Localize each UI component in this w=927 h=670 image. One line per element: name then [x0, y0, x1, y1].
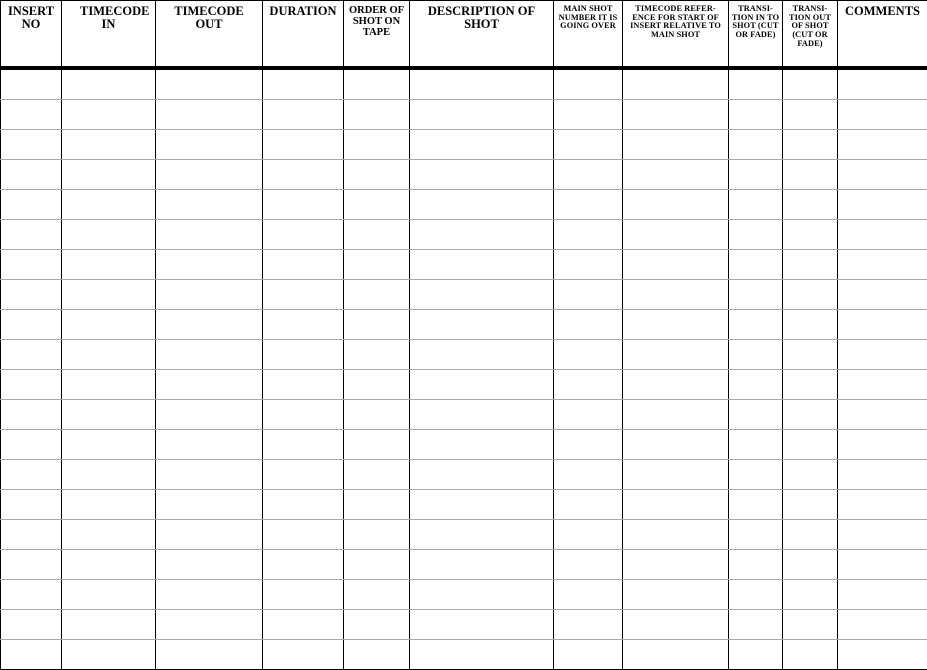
- cell-timecode-reference[interactable]: [623, 580, 729, 610]
- cell-comments[interactable]: [838, 640, 927, 670]
- cell-insert-no[interactable]: [1, 280, 62, 310]
- cell-main-shot-number[interactable]: [554, 160, 623, 190]
- cell-timecode-reference[interactable]: [623, 310, 729, 340]
- header-timecode-in-label: TIMECODE IN: [62, 5, 155, 31]
- cell-timecode-out[interactable]: [156, 430, 263, 460]
- cell-order-of-shot[interactable]: [344, 250, 410, 280]
- cell-description[interactable]: [410, 520, 554, 550]
- cell-transition-in[interactable]: [729, 370, 783, 400]
- table-row: [1, 250, 927, 280]
- cell-comments[interactable]: [838, 280, 927, 310]
- cell-main-shot-number[interactable]: [554, 310, 623, 340]
- cell-timecode-in[interactable]: [62, 520, 156, 550]
- cell-description[interactable]: [410, 400, 554, 430]
- cell-transition-out[interactable]: [783, 100, 838, 130]
- cell-duration[interactable]: [263, 640, 344, 670]
- cell-timecode-reference[interactable]: [623, 100, 729, 130]
- cell-timecode-reference[interactable]: [623, 220, 729, 250]
- cell-order-of-shot[interactable]: [344, 68, 410, 100]
- cell-timecode-in[interactable]: [62, 68, 156, 100]
- cell-timecode-reference[interactable]: [623, 640, 729, 670]
- cell-timecode-reference[interactable]: [623, 430, 729, 460]
- cell-transition-out[interactable]: [783, 610, 838, 640]
- cell-transition-in[interactable]: [729, 490, 783, 520]
- cell-comments[interactable]: [838, 520, 927, 550]
- cell-insert-no[interactable]: [1, 160, 62, 190]
- table-row: [1, 280, 927, 310]
- table-row: [1, 640, 927, 670]
- header-timecode-reference: [623, 1, 729, 69]
- cell-transition-in[interactable]: [729, 160, 783, 190]
- table-row: [1, 610, 927, 640]
- cell-transition-out[interactable]: [783, 460, 838, 490]
- cell-description[interactable]: [410, 310, 554, 340]
- table-row: [1, 340, 927, 370]
- cell-comments[interactable]: [838, 610, 927, 640]
- table-row: [1, 68, 927, 100]
- cell-timecode-out[interactable]: [156, 370, 263, 400]
- table-row: [1, 550, 927, 580]
- cell-timecode-in[interactable]: [62, 280, 156, 310]
- cell-transition-out[interactable]: [783, 280, 838, 310]
- cell-comments[interactable]: [838, 550, 927, 580]
- header-main-shot-number: [554, 1, 623, 69]
- cell-order-of-shot[interactable]: [344, 580, 410, 610]
- cell-timecode-out[interactable]: [156, 520, 263, 550]
- cell-timecode-in[interactable]: [62, 160, 156, 190]
- table-row: [1, 190, 927, 220]
- cell-duration[interactable]: [263, 100, 344, 130]
- cell-description[interactable]: [410, 460, 554, 490]
- cell-timecode-reference[interactable]: [623, 550, 729, 580]
- cell-timecode-reference[interactable]: [623, 280, 729, 310]
- cell-transition-out[interactable]: [783, 190, 838, 220]
- cell-timecode-in[interactable]: [62, 130, 156, 160]
- cell-comments[interactable]: [838, 310, 927, 340]
- cell-order-of-shot[interactable]: [344, 490, 410, 520]
- log-rows: [1, 68, 927, 670]
- cell-insert-no[interactable]: [1, 310, 62, 340]
- cell-transition-out[interactable]: [783, 490, 838, 520]
- cell-transition-in[interactable]: [729, 400, 783, 430]
- header-timecode-out: [156, 1, 263, 69]
- cell-duration[interactable]: [263, 580, 344, 610]
- cell-main-shot-number[interactable]: [554, 190, 623, 220]
- cell-order-of-shot[interactable]: [344, 430, 410, 460]
- header-order-of-shot-label: ORDER OF SHOT ON TAPE: [344, 5, 409, 38]
- cell-timecode-out[interactable]: [156, 68, 263, 100]
- cell-insert-no[interactable]: [1, 460, 62, 490]
- cell-main-shot-number[interactable]: [554, 400, 623, 430]
- cell-description[interactable]: [410, 130, 554, 160]
- cell-transition-in[interactable]: [729, 640, 783, 670]
- cell-insert-no[interactable]: [1, 370, 62, 400]
- header-duration-label: DURATION: [263, 5, 343, 18]
- cell-order-of-shot[interactable]: [344, 280, 410, 310]
- cell-main-shot-number[interactable]: [554, 130, 623, 160]
- cell-duration[interactable]: [263, 460, 344, 490]
- cell-transition-in[interactable]: [729, 190, 783, 220]
- cell-description[interactable]: [410, 340, 554, 370]
- cell-transition-in[interactable]: [729, 280, 783, 310]
- cell-timecode-out[interactable]: [156, 280, 263, 310]
- cell-insert-no[interactable]: [1, 190, 62, 220]
- header-description: [410, 1, 554, 69]
- cell-transition-out[interactable]: [783, 400, 838, 430]
- table-row: [1, 520, 927, 550]
- cell-order-of-shot[interactable]: [344, 160, 410, 190]
- cell-timecode-in[interactable]: [62, 100, 156, 130]
- cell-description[interactable]: [410, 160, 554, 190]
- cell-transition-out[interactable]: [783, 520, 838, 550]
- cell-insert-no[interactable]: [1, 610, 62, 640]
- cell-comments[interactable]: [838, 250, 927, 280]
- cell-timecode-out[interactable]: [156, 400, 263, 430]
- cell-timecode-reference[interactable]: [623, 520, 729, 550]
- header-timecode-out-label: TIMECODE OUT: [156, 5, 262, 31]
- cell-comments[interactable]: [838, 130, 927, 160]
- cell-transition-in[interactable]: [729, 220, 783, 250]
- cell-main-shot-number[interactable]: [554, 640, 623, 670]
- cell-comments[interactable]: [838, 400, 927, 430]
- cell-timecode-out[interactable]: [156, 340, 263, 370]
- header-duration: [263, 1, 344, 69]
- cell-comments[interactable]: [838, 220, 927, 250]
- cell-duration[interactable]: [263, 400, 344, 430]
- cell-insert-no[interactable]: [1, 400, 62, 430]
- cell-transition-in[interactable]: [729, 430, 783, 460]
- cell-transition-out[interactable]: [783, 580, 838, 610]
- cell-timecode-reference[interactable]: [623, 250, 729, 280]
- cell-main-shot-number[interactable]: [554, 460, 623, 490]
- cell-duration[interactable]: [263, 340, 344, 370]
- cell-duration[interactable]: [263, 430, 344, 460]
- cell-insert-no[interactable]: [1, 550, 62, 580]
- cell-insert-no[interactable]: [1, 340, 62, 370]
- cell-comments[interactable]: [838, 490, 927, 520]
- cell-order-of-shot[interactable]: [344, 190, 410, 220]
- cell-duration[interactable]: [263, 220, 344, 250]
- cell-timecode-in[interactable]: [62, 490, 156, 520]
- header-transition-in: [729, 1, 783, 69]
- cell-timecode-out[interactable]: [156, 220, 263, 250]
- cell-insert-no[interactable]: [1, 130, 62, 160]
- cell-description[interactable]: [410, 580, 554, 610]
- table-row: [1, 130, 927, 160]
- cell-timecode-reference[interactable]: [623, 490, 729, 520]
- cell-timecode-in[interactable]: [62, 370, 156, 400]
- cell-transition-out[interactable]: [783, 370, 838, 400]
- cell-duration[interactable]: [263, 250, 344, 280]
- cell-timecode-out[interactable]: [156, 130, 263, 160]
- cell-description[interactable]: [410, 640, 554, 670]
- cell-timecode-out[interactable]: [156, 490, 263, 520]
- header-comments-label: COMMENTS: [838, 5, 927, 18]
- cell-order-of-shot[interactable]: [344, 400, 410, 430]
- cell-duration[interactable]: [263, 610, 344, 640]
- cell-duration[interactable]: [263, 490, 344, 520]
- cell-timecode-reference[interactable]: [623, 340, 729, 370]
- cell-comments[interactable]: [838, 160, 927, 190]
- cell-timecode-reference[interactable]: [623, 460, 729, 490]
- cell-comments[interactable]: [838, 190, 927, 220]
- header-transition-in-label: TRANSI-TION IN TO SHOT (CUT OR FADE): [729, 5, 782, 40]
- cell-timecode-out[interactable]: [156, 310, 263, 340]
- cell-insert-no[interactable]: [1, 220, 62, 250]
- cell-insert-no[interactable]: [1, 250, 62, 280]
- cell-main-shot-number[interactable]: [554, 520, 623, 550]
- cell-timecode-in[interactable]: [62, 550, 156, 580]
- cell-order-of-shot[interactable]: [344, 130, 410, 160]
- table-row: [1, 400, 927, 430]
- cell-main-shot-number[interactable]: [554, 250, 623, 280]
- cell-order-of-shot[interactable]: [344, 220, 410, 250]
- cell-timecode-reference[interactable]: [623, 370, 729, 400]
- cell-insert-no[interactable]: [1, 430, 62, 460]
- cell-main-shot-number[interactable]: [554, 220, 623, 250]
- cell-insert-no[interactable]: [1, 490, 62, 520]
- header-row: [1, 1, 927, 69]
- header-insert-no-label: INSERT NO: [1, 5, 61, 31]
- header-timecode-reference-label: TIMECODE REFER-ENCE FOR START OF INSERT RELATIVE TO MAIN SHOT: [623, 5, 728, 40]
- header-timecode-in: [62, 1, 156, 69]
- cell-duration[interactable]: [263, 68, 344, 100]
- table-row: [1, 580, 927, 610]
- cell-timecode-in[interactable]: [62, 460, 156, 490]
- header-order-of-shot: [344, 1, 410, 69]
- cell-duration[interactable]: [263, 370, 344, 400]
- cell-timecode-out[interactable]: [156, 550, 263, 580]
- cell-transition-out[interactable]: [783, 160, 838, 190]
- cell-transition-out[interactable]: [783, 430, 838, 460]
- cell-comments[interactable]: [838, 340, 927, 370]
- cell-duration[interactable]: [263, 130, 344, 160]
- cell-order-of-shot[interactable]: [344, 520, 410, 550]
- cell-transition-out[interactable]: [783, 310, 838, 340]
- cell-comments[interactable]: [838, 460, 927, 490]
- cell-main-shot-number[interactable]: [554, 370, 623, 400]
- table-row: [1, 220, 927, 250]
- cell-transition-in[interactable]: [729, 520, 783, 550]
- cell-comments[interactable]: [838, 100, 927, 130]
- cell-timecode-out[interactable]: [156, 460, 263, 490]
- table-row: [1, 460, 927, 490]
- cell-timecode-reference[interactable]: [623, 68, 729, 100]
- cell-main-shot-number[interactable]: [554, 100, 623, 130]
- cell-main-shot-number[interactable]: [554, 490, 623, 520]
- table-row: [1, 160, 927, 190]
- header-main-shot-number-label: MAIN SHOT NUMBER IT IS GOING OVER: [554, 5, 622, 31]
- cell-timecode-in[interactable]: [62, 190, 156, 220]
- cell-order-of-shot[interactable]: [344, 610, 410, 640]
- cell-transition-in[interactable]: [729, 100, 783, 130]
- cell-description[interactable]: [410, 610, 554, 640]
- cell-timecode-out[interactable]: [156, 100, 263, 130]
- cell-main-shot-number[interactable]: [554, 68, 623, 100]
- cell-comments[interactable]: [838, 68, 927, 100]
- cell-timecode-reference[interactable]: [623, 400, 729, 430]
- cell-transition-out[interactable]: [783, 340, 838, 370]
- cell-timecode-reference[interactable]: [623, 160, 729, 190]
- cell-timecode-in[interactable]: [62, 610, 156, 640]
- cell-order-of-shot[interactable]: [344, 460, 410, 490]
- cell-transition-in[interactable]: [729, 580, 783, 610]
- cell-description[interactable]: [410, 280, 554, 310]
- cell-order-of-shot[interactable]: [344, 340, 410, 370]
- cell-order-of-shot[interactable]: [344, 310, 410, 340]
- header-transition-out-label: TRANSI-TION OUT OF SHOT (CUT OR FADE): [783, 5, 837, 49]
- cell-transition-in[interactable]: [729, 130, 783, 160]
- cell-timecode-in[interactable]: [62, 580, 156, 610]
- cell-timecode-out[interactable]: [156, 190, 263, 220]
- cell-duration[interactable]: [263, 310, 344, 340]
- cell-transition-in[interactable]: [729, 310, 783, 340]
- cell-description[interactable]: [410, 250, 554, 280]
- cell-duration[interactable]: [263, 520, 344, 550]
- cell-main-shot-number[interactable]: [554, 610, 623, 640]
- table-row: [1, 490, 927, 520]
- cell-timecode-in[interactable]: [62, 340, 156, 370]
- cell-insert-no[interactable]: [1, 68, 62, 100]
- cell-order-of-shot[interactable]: [344, 370, 410, 400]
- cell-timecode-in[interactable]: [62, 250, 156, 280]
- cell-order-of-shot[interactable]: [344, 640, 410, 670]
- table-row: [1, 370, 927, 400]
- cell-transition-out[interactable]: [783, 550, 838, 580]
- cell-insert-no[interactable]: [1, 580, 62, 610]
- cell-main-shot-number[interactable]: [554, 580, 623, 610]
- cell-timecode-in[interactable]: [62, 400, 156, 430]
- cell-timecode-out[interactable]: [156, 250, 263, 280]
- cell-timecode-reference[interactable]: [623, 610, 729, 640]
- cell-timecode-reference[interactable]: [623, 130, 729, 160]
- cell-comments[interactable]: [838, 430, 927, 460]
- cell-description[interactable]: [410, 490, 554, 520]
- cell-transition-in[interactable]: [729, 550, 783, 580]
- cell-timecode-out[interactable]: [156, 160, 263, 190]
- cell-description[interactable]: [410, 190, 554, 220]
- table-row: [1, 430, 927, 460]
- cell-timecode-out[interactable]: [156, 640, 263, 670]
- cell-description[interactable]: [410, 370, 554, 400]
- cell-insert-no[interactable]: [1, 520, 62, 550]
- cell-duration[interactable]: [263, 190, 344, 220]
- cell-timecode-out[interactable]: [156, 610, 263, 640]
- table-row: [1, 310, 927, 340]
- cell-timecode-in[interactable]: [62, 430, 156, 460]
- cell-timecode-in[interactable]: [62, 220, 156, 250]
- cell-duration[interactable]: [263, 160, 344, 190]
- cell-transition-in[interactable]: [729, 610, 783, 640]
- cell-main-shot-number[interactable]: [554, 280, 623, 310]
- cell-insert-no[interactable]: [1, 100, 62, 130]
- cell-transition-in[interactable]: [729, 460, 783, 490]
- cell-main-shot-number[interactable]: [554, 340, 623, 370]
- cell-timecode-reference[interactable]: [623, 190, 729, 220]
- cell-transition-out[interactable]: [783, 68, 838, 100]
- header-transition-out: [783, 1, 838, 69]
- cell-main-shot-number[interactable]: [554, 430, 623, 460]
- cell-transition-out[interactable]: [783, 250, 838, 280]
- cell-transition-out[interactable]: [783, 640, 838, 670]
- cell-transition-out[interactable]: [783, 130, 838, 160]
- cell-comments[interactable]: [838, 580, 927, 610]
- cell-insert-no[interactable]: [1, 640, 62, 670]
- cell-order-of-shot[interactable]: [344, 100, 410, 130]
- cell-timecode-in[interactable]: [62, 640, 156, 670]
- header-insert-no: [1, 1, 62, 69]
- cell-main-shot-number[interactable]: [554, 550, 623, 580]
- cell-description[interactable]: [410, 550, 554, 580]
- table-row: [1, 100, 927, 130]
- cell-transition-in[interactable]: [729, 340, 783, 370]
- cell-comments[interactable]: [838, 370, 927, 400]
- cell-order-of-shot[interactable]: [344, 550, 410, 580]
- header-comments: [838, 1, 927, 69]
- cell-transition-out[interactable]: [783, 220, 838, 250]
- cell-description[interactable]: [410, 100, 554, 130]
- cell-timecode-out[interactable]: [156, 580, 263, 610]
- cell-description[interactable]: [410, 430, 554, 460]
- cell-transition-in[interactable]: [729, 250, 783, 280]
- cell-timecode-in[interactable]: [62, 310, 156, 340]
- cell-duration[interactable]: [263, 280, 344, 310]
- cell-description[interactable]: [410, 68, 554, 100]
- cell-transition-in[interactable]: [729, 68, 783, 100]
- cell-duration[interactable]: [263, 550, 344, 580]
- header-description-label: DESCRIPTION OF SHOT: [410, 5, 553, 31]
- cell-description[interactable]: [410, 220, 554, 250]
